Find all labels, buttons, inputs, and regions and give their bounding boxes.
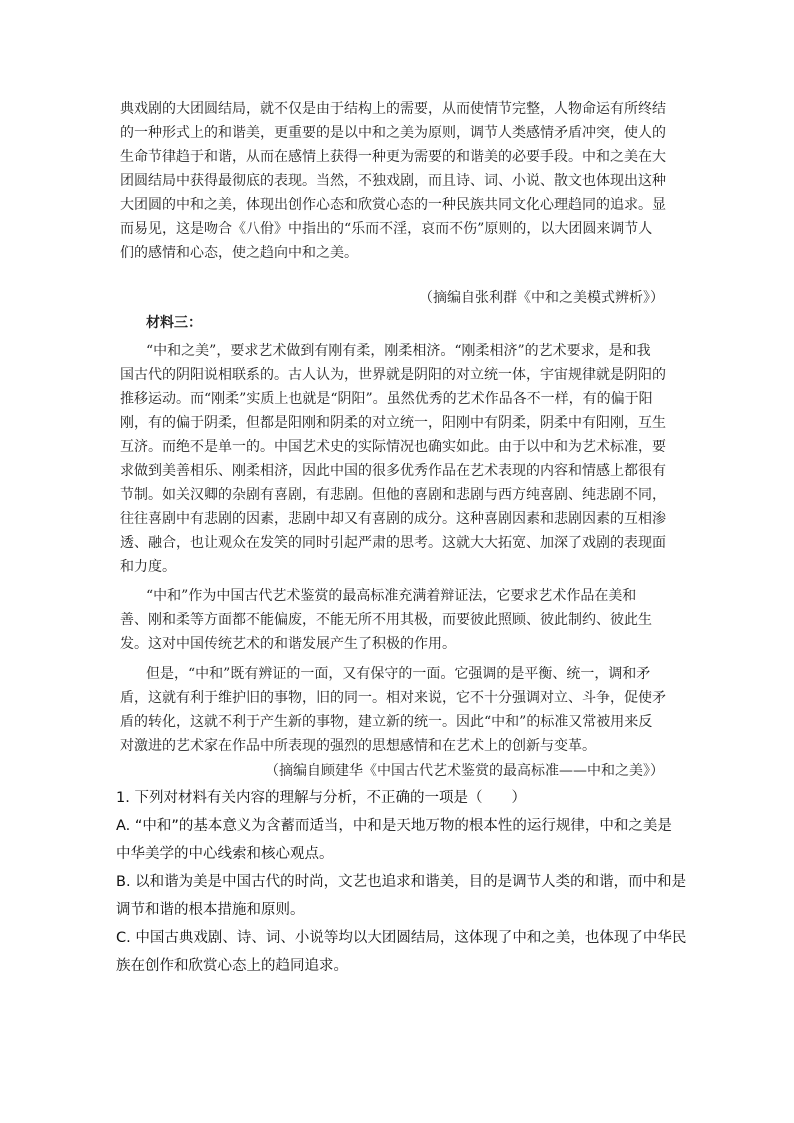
material3-heading: 材料三：	[146, 315, 202, 331]
option-b-continued: 调节和谐的根本措施和原则。	[116, 902, 305, 918]
source-citation: （摘编自张利群《中和之美模式辨析》）	[419, 290, 664, 306]
text-line: 大团圆的中和之美，体现出创作心态和欣赏心态的一种民族共同文化心理趋同的追求。显	[120, 197, 666, 213]
option-a-continued: 中华美学的中心线索和核心观点。	[116, 846, 334, 862]
text-line: 善、刚和柔等方面都不能偏废，不能无所不用其极，而要彼此照顾、彼此制约、彼此生	[120, 612, 652, 628]
text-line: “中和”作为中国古代艺术鉴赏的最高标准充满着辩证法，它要求艺术作品在美和	[146, 588, 637, 604]
text-line: 推移运动。而“刚柔”实质上也就是“阴阳”。虽然优秀的艺术作品各不一样，有的偏于阳	[120, 391, 653, 407]
source-citation: （摘编自顾建华《中国古代艺术鉴赏的最高标准——中和之美》）	[265, 763, 664, 779]
text-line: 国古代的阴阳说相联系的。古人认为，世界就是阴阳的对立统一体，宇宙规律就是阴阳的	[120, 367, 666, 383]
option-b: B. 以和谐为美是中国古代的时尚，文艺也追求和谐美，目的是调节人类的和谐，而中和是	[116, 874, 687, 890]
text-line: 们的感情和心态，使之趋向中和之美。	[120, 245, 358, 261]
text-line: 透、融合，也让观众在发笑的同时引起严肃的思考。这就大大拓宽、加深了戏剧的表现面	[120, 535, 666, 551]
text-line: 的一种形式上的和谐美，更重要的是以中和之美为原则，调节人类感情矛盾冲突，使人的	[120, 125, 666, 141]
text-line: 节制。如关汉卿的杂剧有喜剧，有悲剧。但他的喜剧和悲剧与西方纯喜剧、纯悲剧不同，	[120, 487, 666, 503]
text-line: 和力度。	[120, 559, 176, 575]
text-line: 盾，这就有利于维护旧的事物，旧的同一。相对来说，它不十分强调对立、斗争，促使矛	[120, 690, 666, 706]
option-c: C. 中国古典戏剧、诗、词、小说等均以大团圆结局，这体现了中和之美，也体现了中华民	[116, 930, 687, 946]
text-line: 求做到美善相乐、刚柔相济，因此中国的很多优秀作品在艺术表现的内容和情感上都很有	[120, 463, 666, 479]
text-line: 但是，“中和”既有辨证的一面，又有保守的一面。它强调的是平衡、统一，调和矛	[146, 666, 651, 682]
text-line: 互济。而绝不是单一的。中国艺术史的实际情况也确实如此。由于以中和为艺术标准，要	[120, 439, 666, 455]
option-a: A. “中和”的基本意义为含蓄而适当，中和是天地万物的根本性的运行规律，中和之美是	[116, 818, 672, 834]
text-line: 发。这对中国传统艺术的和谐发展产生了积极的作用。	[120, 636, 456, 652]
text-line: 对激进的艺术家在作品中所表现的强烈的思想感情和在艺术上的创新与变革。	[120, 738, 596, 754]
text-line: 而易见，这是吻合《八佾》中指出的“乐而不淫，哀而不伤”原则的，以大团圆来调节人	[120, 221, 653, 237]
text-line: “中和之美”，要求艺术做到有刚有柔，刚柔相济。“刚柔相济”的艺术要求，是和我	[146, 343, 651, 359]
text-line: 典戏剧的大团圆结局，就不仅是由于结构上的需要，从而使情节完整，人物命运有所终结	[120, 101, 666, 117]
option-c-continued: 族在创作和欣赏心态上的趋同追求。	[116, 958, 348, 974]
text-line: 盾的转化，这就不利于产生新的事物，建立新的统一。因此“中和”的标准又常被用来反	[120, 714, 653, 730]
text-line: 刚，有的偏于阴柔，但都是阳刚和阴柔的对立统一，阳刚中有阴柔，阴柔中有阳刚，互生	[120, 415, 666, 431]
text-line: 团圆结局中获得最彻底的表现。当然，不独戏剧，而且诗、词、小说、散文也体现出这种	[120, 173, 666, 189]
text-line: 生命节律趋于和谐，从而在感情上获得一种更为需要的和谐美的必要手段。中和之美在大	[120, 149, 666, 165]
question-stem: 1. 下列对材料有关内容的理解与分析，不正确的一项是（ ）	[116, 790, 526, 806]
text-line: 往往喜剧中有悲剧的因素，悲剧中却又有喜剧的成分。这种喜剧因素和悲剧因素的互相渗	[120, 511, 666, 527]
